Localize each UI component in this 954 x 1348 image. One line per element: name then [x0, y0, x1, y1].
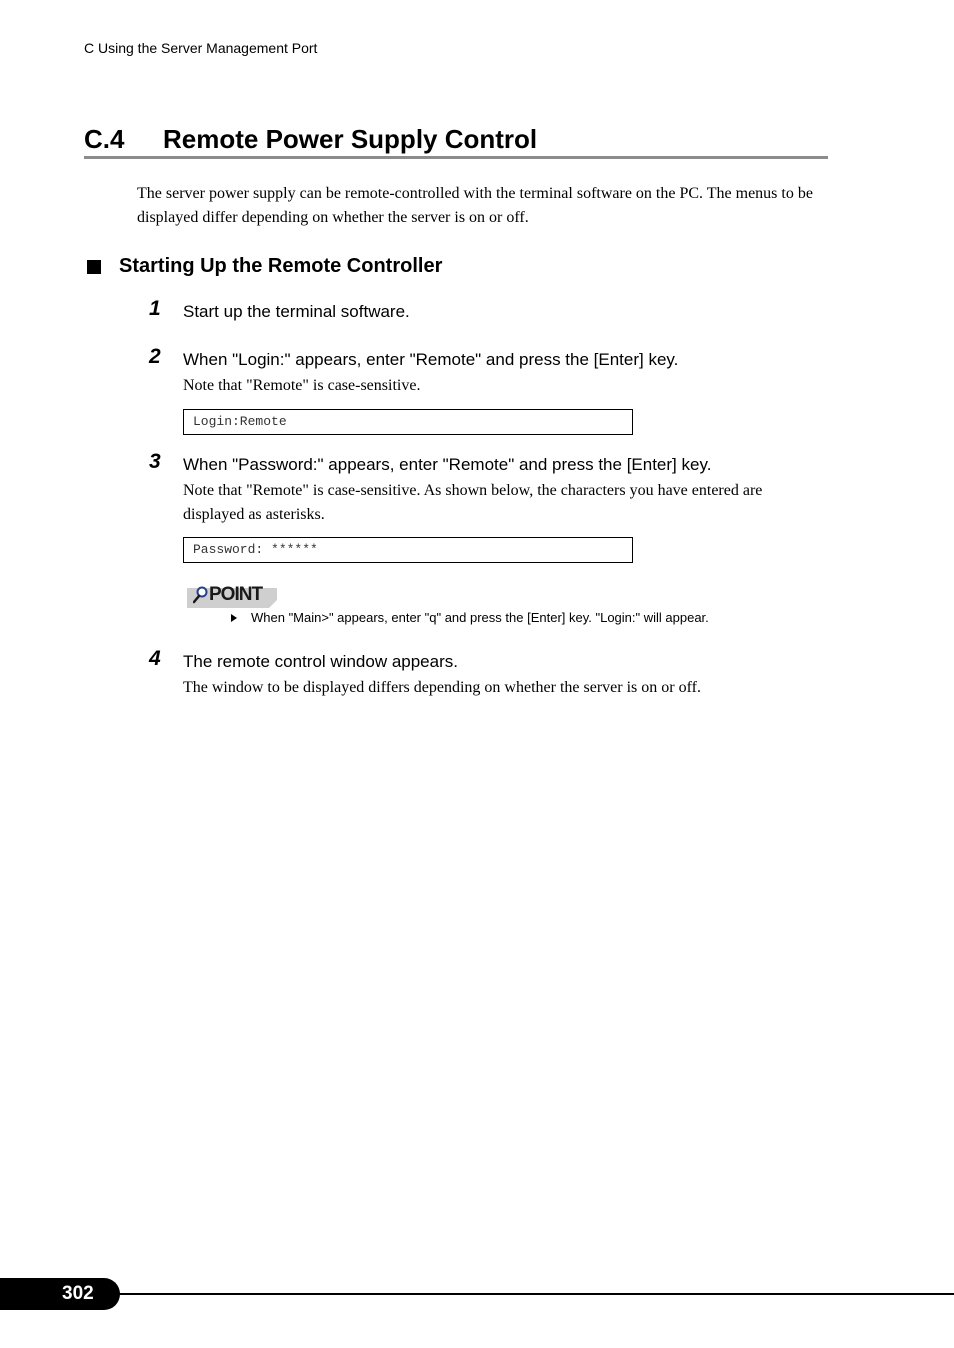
- code-box: Login:Remote: [183, 409, 633, 435]
- section-heading: Remote Power Supply Control: [163, 124, 538, 154]
- point-item-text: When "Main>" appears, enter "q" and press the [Enter] key. "Login:" will appear.: [251, 610, 709, 625]
- step-note: Note that "Remote" is case-sensitive.: [183, 377, 421, 394]
- running-header: C Using the Server Management Port: [84, 40, 318, 56]
- magnifier-icon: [193, 586, 209, 604]
- footer-rule: [110, 1293, 954, 1295]
- step-text: The remote control window appears.: [183, 652, 458, 671]
- subsection-title: Starting Up the Remote Controller: [119, 255, 443, 277]
- step-text: Start up the terminal software.: [183, 302, 410, 321]
- point-label: POINT: [209, 584, 263, 605]
- subsection-heading: [87, 255, 442, 278]
- step-number: 3: [149, 450, 161, 473]
- triangle-bullet-icon: [231, 614, 237, 622]
- step-note: The window to be displayed differs depending on whether the server is on or off.: [183, 679, 701, 696]
- step-text: When "Password:" appears, enter "Remote" and press the [Enter] key.: [183, 455, 712, 474]
- section-title: [84, 122, 828, 159]
- code-box: Password: ******: [183, 537, 633, 563]
- point-item: [231, 610, 709, 625]
- step-number: 2: [149, 345, 161, 368]
- step-number: 1: [149, 297, 161, 320]
- step-number: 4: [149, 647, 161, 670]
- step-note: Note that "Remote" is case-sensitive. As shown below, the characters you have entered are displayed as asterisks.: [183, 482, 763, 523]
- step-text: When "Login:" appears, enter "Remote" and press the [Enter] key.: [183, 350, 679, 369]
- point-badge: [187, 584, 278, 608]
- intro-paragraph: The server power supply can be remote-controlled with the terminal software on the PC. The menus to be displayed differ depending on whether the server is on or off.: [137, 185, 813, 226]
- page-number: 302: [0, 1278, 120, 1310]
- square-bullet-icon: [87, 260, 101, 274]
- section-number: C.4: [84, 124, 125, 154]
